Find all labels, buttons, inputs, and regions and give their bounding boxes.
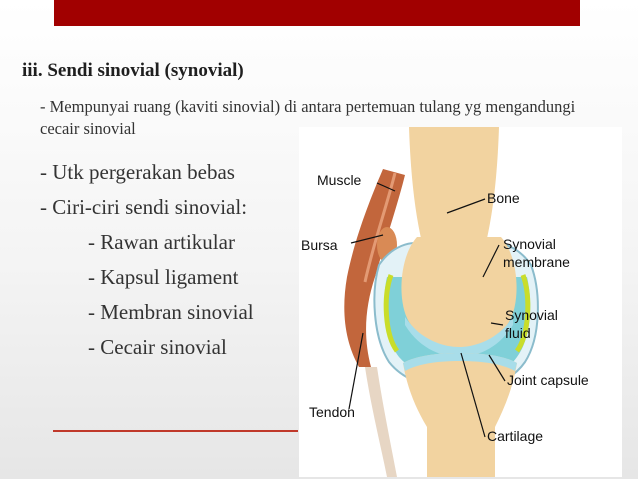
title-accent-bar [54, 0, 580, 26]
label-synovial-fluid-line1: Synovial [505, 307, 558, 323]
synovial-joint-illustration [299, 127, 622, 477]
sub-item-articular-cartilage: - Rawan artikular [88, 230, 235, 254]
bullet-characteristics: - Ciri-ciri sendi sinovial: [40, 195, 248, 219]
synovial-joint-diagram [299, 127, 622, 477]
label-muscle: Muscle [317, 172, 362, 188]
upper-bone-head [401, 237, 516, 349]
label-synovial-fluid-line2: fluid [505, 325, 531, 341]
sub-item-synovial-fluid: - Cecair sinovial [88, 335, 227, 359]
bullet-definition: - Mempunyai ruang (kaviti sinovial) di antara pertemuan tulang yg mengandungi cecair sinovial [40, 97, 576, 138]
section-heading: iii. Sendi sinovial (synovial) [22, 60, 244, 81]
label-synovial-membrane-line1: Synovial [503, 236, 556, 252]
label-cartilage: Cartilage [487, 428, 544, 444]
label-synovial-membrane-line2: membrane [503, 254, 570, 270]
bullet-movement: - Utk pergerakan bebas [40, 160, 235, 184]
upper-bone-shaft [409, 127, 499, 247]
tendon-shape [365, 367, 397, 477]
label-bursa: Bursa [301, 237, 338, 253]
label-joint-capsule: Joint capsule [507, 372, 589, 388]
sub-item-synovial-membrane: - Membran sinovial [88, 300, 254, 324]
footer-rule [53, 430, 298, 432]
sub-item-ligament-capsule: - Kapsul ligament [88, 265, 239, 289]
label-tendon: Tendon [309, 404, 355, 420]
label-bone: Bone [487, 190, 520, 206]
